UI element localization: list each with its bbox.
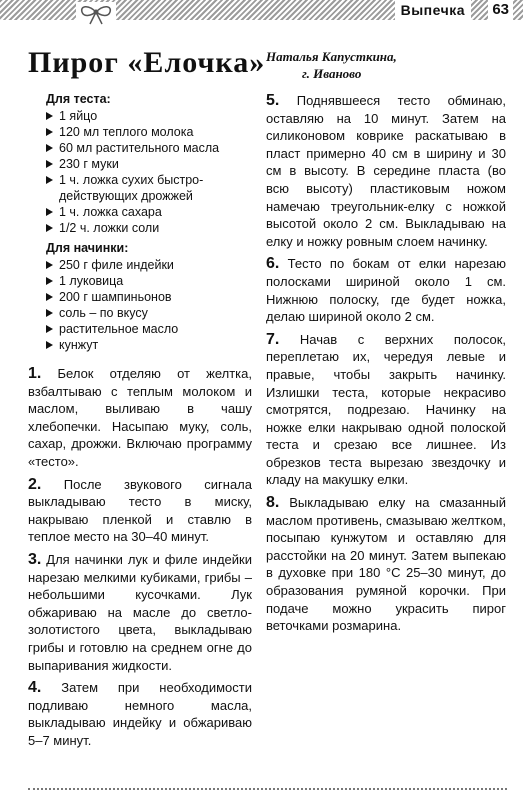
ingredient-item: кунжут [46, 337, 252, 353]
ingredient-item: 1 яйцо [46, 108, 252, 124]
page-number: 63 [488, 0, 513, 20]
ingredient-item: 1 луковица [46, 273, 252, 289]
step-number: 2. [28, 475, 42, 493]
dough-heading: Для теста: [46, 92, 111, 106]
step-2 [28, 476, 252, 546]
step-number: 8. [266, 494, 280, 512]
steps-right [266, 92, 506, 635]
left-column [28, 46, 266, 749]
step-text: Для начинки лук и филе индейки нарезаю мелкими кубиками, грибы – небольшими кусочками. Лук обжариваю на масле до светло-золотистого цвета, выкладываю грибы и готовлю на среднем огне до выпаривания жидкости. [28, 551, 252, 673]
ingredient-item: растительное масло [46, 321, 252, 337]
author [266, 48, 506, 82]
step-text: Тесто по бокам от елки нарезаю полосками шириной около 1 см. Нижнюю полоску, где будет ножка, делаю шириной около 2 см. [266, 256, 506, 325]
ingredient-item: 250 г филе индейки [46, 257, 252, 273]
ingredient-item: соль – по вкусу [46, 305, 252, 321]
step-number: 6. [266, 255, 280, 273]
dough-ingredients [46, 108, 252, 236]
ingredient-item: 1 ч. ложка сахара [46, 204, 252, 220]
step-1 [28, 365, 252, 471]
ingredient-item: 120 мл теплого молока [46, 124, 252, 140]
ingredient-item: 1/2 ч. ложки соли [46, 220, 252, 236]
step-text: Начав с верхних полосок, переплетаю их, чередуя левые и правые, чтобы закрыть начинку. Излишки теста, которые некрасиво смотрятся, подрезаю. Начинку на ножке елки накрываю одной полоской теста и срезаю все лишнее. Из обрезков теста вырезаю звездочку и кладу на макушку елки. [266, 331, 506, 488]
ingredient-item: 60 мл растительного масла [46, 140, 252, 156]
step-number: 5. [266, 92, 280, 109]
author-city: г. Иваново [302, 66, 362, 81]
section-name: Выпечка [395, 0, 471, 20]
step-7 [266, 331, 506, 489]
ingredient-item: 1 ч. ложка сухих быстро- действующих дрожжей [46, 172, 252, 204]
step-number: 3. [28, 550, 42, 568]
step-number: 7. [266, 330, 280, 348]
step-text: Выкладываю елку на смазанный маслом противень, смазываю желтком, посыпаю кунжутом и оставляю для расстойки на 20 минут. Затем выпекаю в духовке при 180 °С 25–30 минут, до образования румяной корочки. При подаче можно украсить пирог веточками розмарина. [266, 495, 506, 634]
step-4 [28, 679, 252, 749]
step-5 [266, 92, 506, 250]
filling-ingredients [46, 257, 252, 353]
step-8 [266, 494, 506, 635]
recipe-title: Пирог «Елочка» [28, 46, 266, 79]
ingredient-item: 200 г шампиньонов [46, 289, 252, 305]
steps-left [28, 365, 252, 749]
step-text: Затем при необходимости подливаю немного масла, выкладываю индейку и обжариваю 5–7 минут. [28, 680, 252, 748]
step-number: 1. [28, 365, 42, 382]
step-number: 4. [28, 679, 42, 697]
step-text: Поднявшееся тесто обминаю, оставляю на 10 минут. Затем на силиконовом коврике раскатываю в пласт примерно 40 см в ширину и 30 см в высоту. В середине пласта (во всю высоту) пластиковым ножом намечаю треугольник-елку с ножкой высотой около 2 см. Выкладываю на елку и ножку ровным слоем начинку. [266, 93, 506, 249]
step-text: После звукового сигнала выкладываю тесто в миску, накрываю пленкой и ставлю в теплое место на 30–40 минут. [28, 476, 252, 545]
step-6 [266, 255, 506, 325]
author-name: Наталья Капусткина, [266, 49, 397, 64]
footer-divider [28, 788, 507, 790]
step-3 [28, 551, 252, 674]
filling-heading: Для начинки: [46, 241, 129, 255]
ingredient-item: 230 г муки [46, 156, 252, 172]
right-column [266, 48, 506, 635]
ribbon-bow-icon [76, 2, 116, 26]
step-text: Белок отделяю от желтка, взбалтываю с теплым молоком и маслом, выливаю в чашу хлебопечки. Насыпаю муку, соль, сахар, дрожжи. Включаю программу «тесто». [28, 366, 252, 469]
